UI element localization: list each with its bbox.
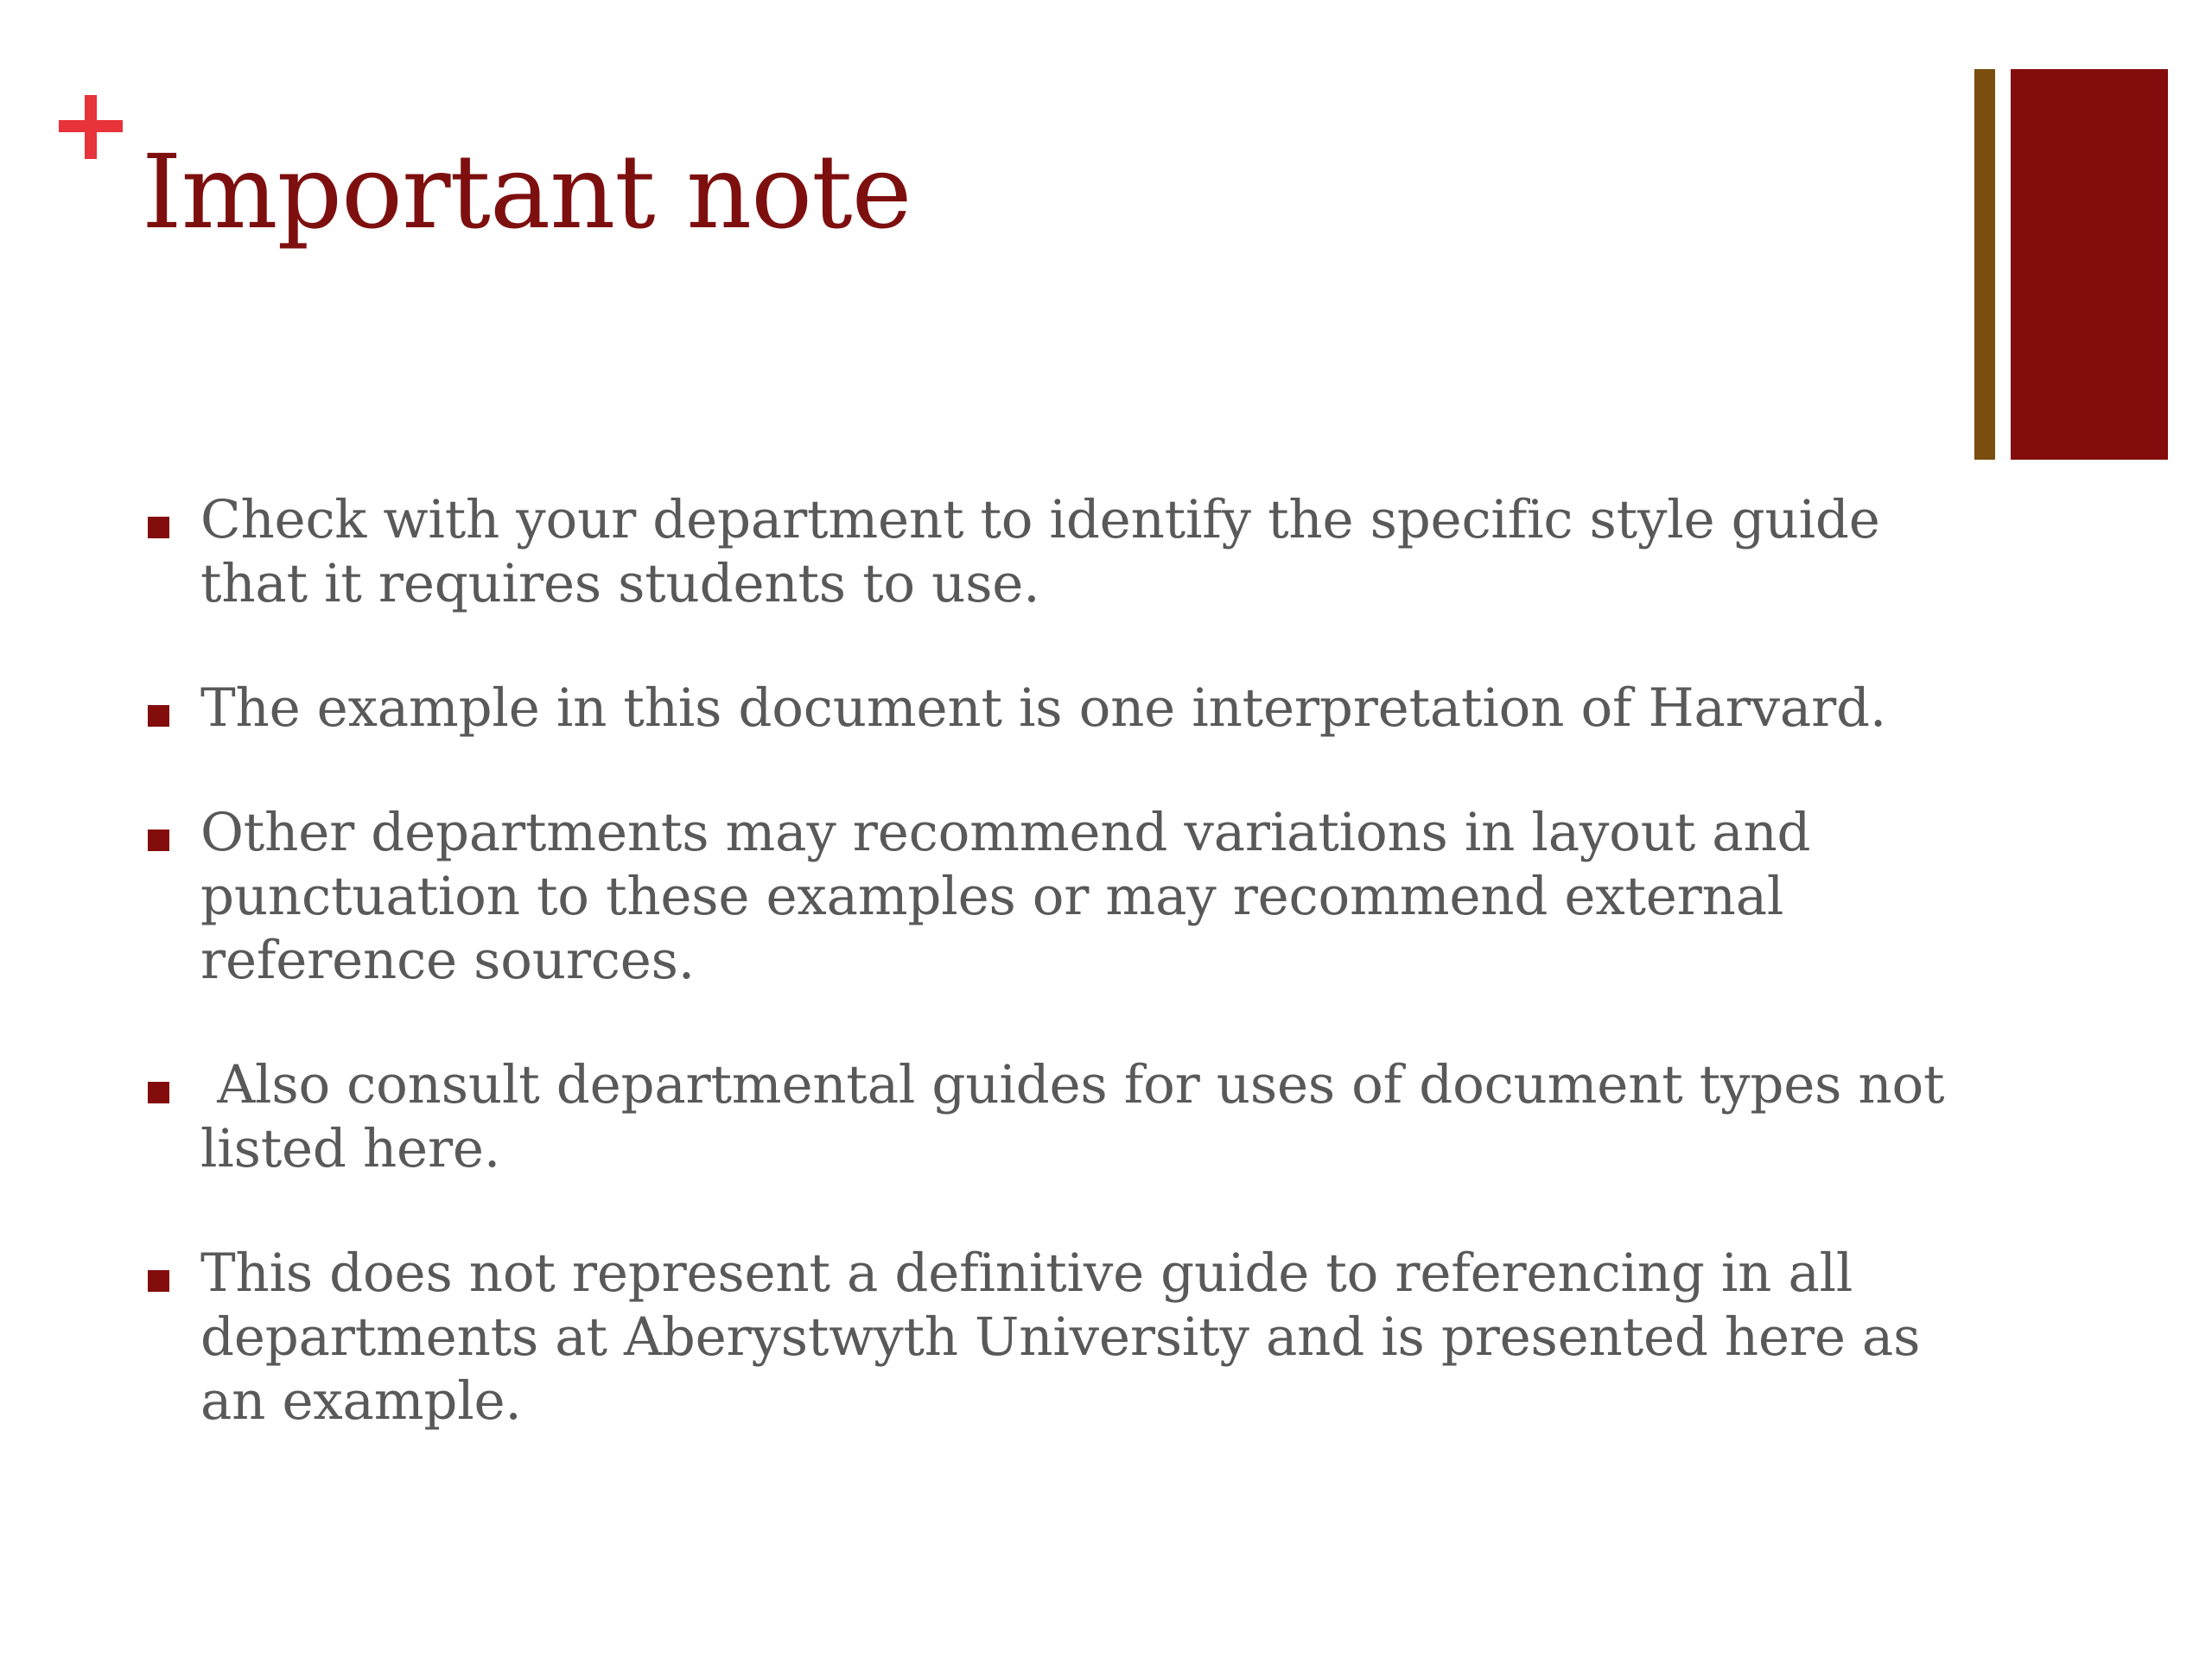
- square-bullet-icon: [148, 830, 169, 851]
- plus-icon: [59, 95, 123, 159]
- square-bullet-icon: [148, 705, 169, 727]
- square-bullet-icon: [148, 1082, 169, 1103]
- square-bullet-icon: [148, 1270, 169, 1292]
- bullet-item: [145, 801, 1994, 993]
- bullet-text: The example in this document is one interpretation of Harvard.: [200, 677, 1887, 739]
- slide-title: Important note: [142, 132, 912, 251]
- bullet-item: [145, 677, 1994, 741]
- accent-bar-thin: [1974, 69, 1995, 460]
- bullet-item: [145, 1053, 1994, 1181]
- bullet-text: Also consult departmental guides for uses of document types not listed here.: [200, 1054, 1961, 1179]
- bullet-item: [145, 488, 1994, 616]
- bullet-text: Other departments may recommend variations in layout and punctuation to these examples or may recommend external reference sources.: [200, 802, 1827, 991]
- bullet-text: Check with your department to identify the specific style guide that it requires students to use.: [200, 489, 1897, 614]
- bullet-list: [145, 488, 1994, 1494]
- bullet-text: This does not represent a definitive guide to referencing in all departments at Aberystwyth University and is presented here as an example.: [200, 1243, 1937, 1432]
- accent-bar-wide: [2011, 69, 2168, 460]
- square-bullet-icon: [148, 517, 169, 538]
- bullet-item: [145, 1242, 1994, 1433]
